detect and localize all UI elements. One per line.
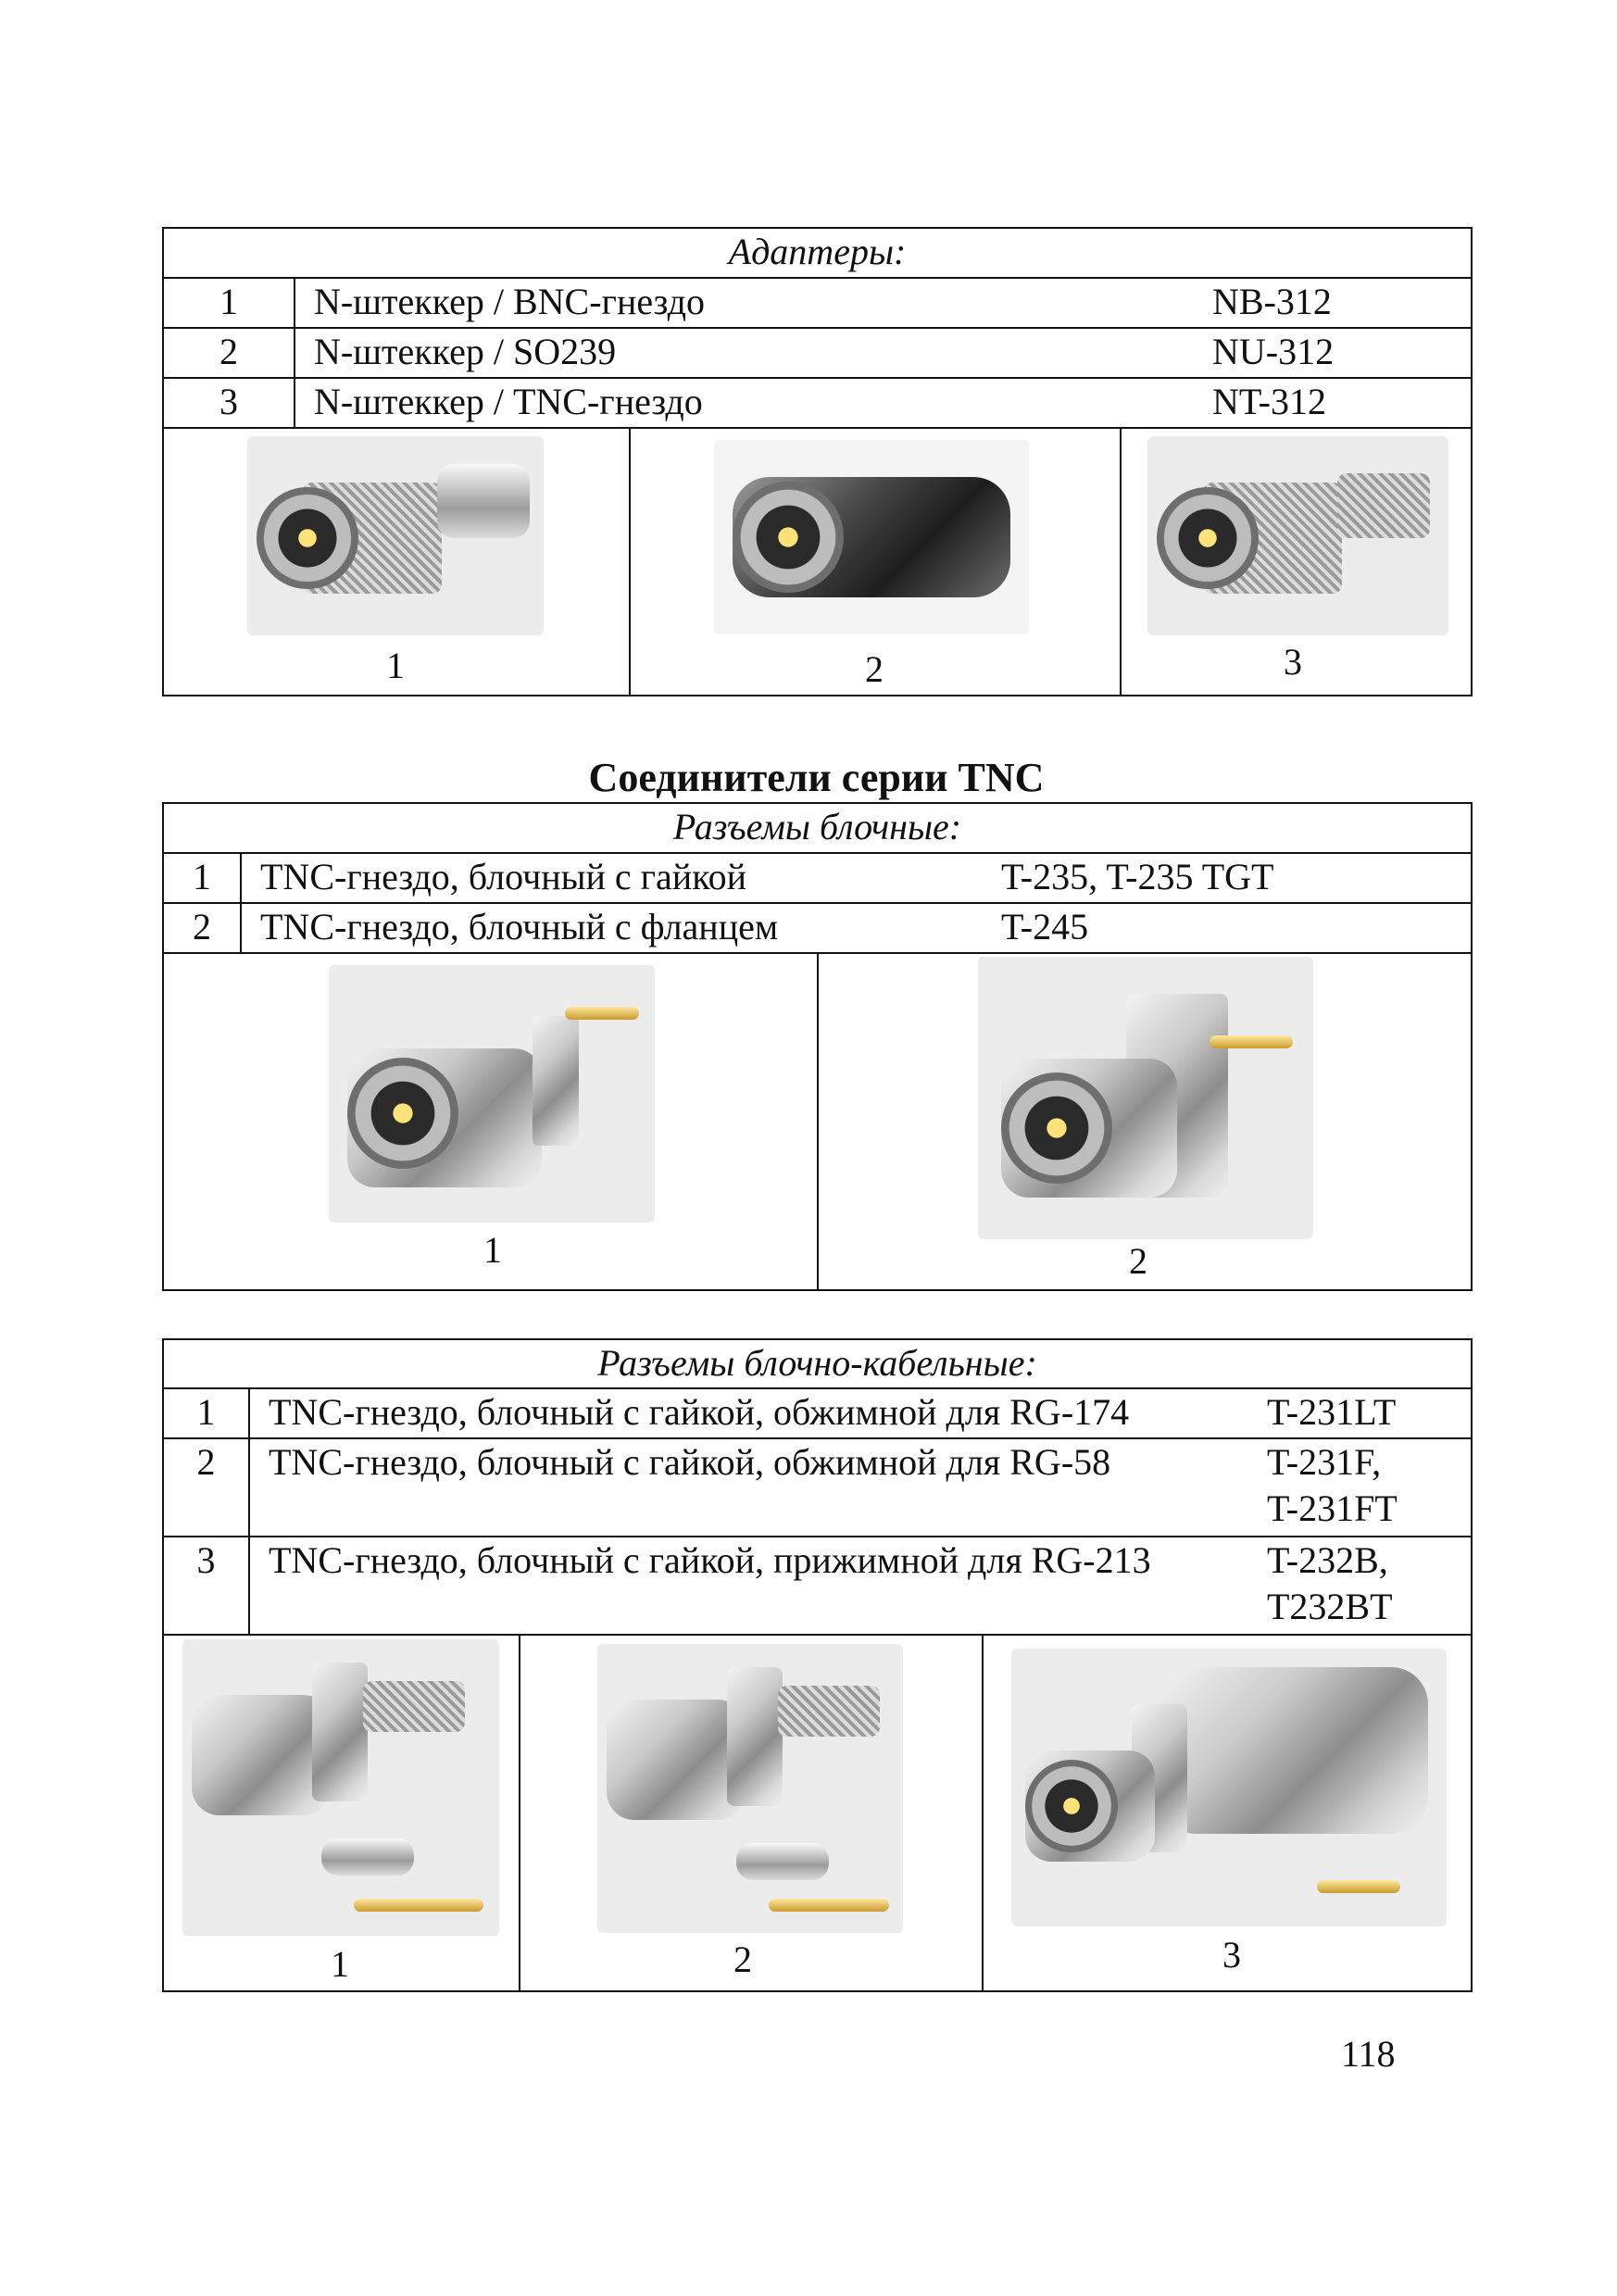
- panel-cable-caption: Разъемы блочно-кабельные:: [163, 1339, 1472, 1388]
- part-code: T-231LT: [1263, 1388, 1472, 1438]
- clamp-rg213-photo: [1011, 1649, 1447, 1926]
- row-number: 2: [163, 1438, 249, 1537]
- row-content: [295, 378, 1472, 428]
- row-content: [295, 278, 1472, 328]
- row-content: [295, 328, 1472, 378]
- photo-cell: [164, 429, 631, 695]
- adapter-nt-photo: [1147, 436, 1448, 635]
- photo-label: 3: [1284, 641, 1302, 683]
- panel-flange-photo: [978, 957, 1313, 1239]
- photo-cell: [164, 954, 819, 1289]
- photo-cell: [1122, 429, 1471, 695]
- adapters-table: [162, 227, 1473, 696]
- photo-cell: [631, 429, 1122, 695]
- photo-label: 2: [1129, 1240, 1147, 1282]
- connector-name: TNC-гнездо, блочный с гайкой: [260, 856, 747, 897]
- page-number: 118: [1341, 2033, 1396, 2075]
- photo-label: 2: [733, 1938, 752, 1980]
- part-code: T-245: [1001, 906, 1089, 947]
- panel-cable-connectors-table: [162, 1338, 1473, 1992]
- table-row: [163, 1438, 1472, 1537]
- panel-photos: [163, 953, 1472, 1290]
- part-code: T-235, T-235 TGT: [1001, 856, 1274, 897]
- table-row: [163, 1388, 1472, 1438]
- row-number: 3: [163, 1537, 249, 1635]
- section-title: Соединители серии TNC: [588, 755, 1045, 800]
- part-code: T-232B, T232BT: [1263, 1537, 1472, 1635]
- photo-label: 1: [483, 1229, 502, 1271]
- row-number: 2: [163, 903, 241, 953]
- crimp-rg58-photo: [597, 1644, 903, 1933]
- row-content: [241, 853, 1472, 903]
- part-code: NB-312: [1212, 281, 1332, 322]
- row-number: 1: [163, 1388, 249, 1438]
- panel-caption: Разъемы блочные:: [163, 803, 1472, 853]
- table-row: [163, 853, 1472, 903]
- adapters-photos: [163, 428, 1472, 696]
- connector-name: TNC-гнездо, блочный с гайкой, прижимной для RG-213: [249, 1537, 1263, 1635]
- adapter-nb-photo: [247, 436, 544, 635]
- panel-nut-photo: [329, 965, 655, 1223]
- photo-label: 3: [1222, 1934, 1241, 1976]
- table-row: [163, 328, 1472, 378]
- part-code: NT-312: [1212, 381, 1326, 422]
- photo-cell: [520, 1636, 984, 1990]
- photo-label: 1: [386, 645, 405, 686]
- connector-name: TNC-гнездо, блочный с гайкой, обжимной для RG-174: [249, 1388, 1263, 1438]
- connector-name: N-штеккер / SO239: [314, 331, 617, 372]
- row-content: [241, 903, 1472, 953]
- row-number: 2: [163, 328, 295, 378]
- panel-cable-photos: [163, 1635, 1472, 1991]
- row-number: 1: [163, 853, 241, 903]
- connector-name: TNC-гнездо, блочный с гайкой, обжимной для RG-58: [249, 1438, 1263, 1537]
- photo-label: 2: [865, 648, 884, 690]
- connector-name: N-штеккер / BNC-гнездо: [314, 281, 706, 322]
- panel-connectors-table: [162, 802, 1473, 1291]
- connector-name: N-штеккер / TNC-гнездо: [314, 381, 703, 422]
- photo-cell: [984, 1636, 1471, 1990]
- table-row: [163, 1537, 1472, 1635]
- crimp-rg174-photo: [182, 1639, 499, 1936]
- connector-name: TNC-гнездо, блочный с фланцем: [260, 906, 779, 947]
- part-code: NU-312: [1212, 331, 1335, 372]
- table-row: [163, 278, 1472, 328]
- table-row: [163, 903, 1472, 953]
- photo-label: 1: [331, 1943, 349, 1985]
- table-row: [163, 378, 1472, 428]
- row-number: 1: [163, 278, 295, 328]
- adapter-nu-photo: [714, 440, 1029, 634]
- row-number: 3: [163, 378, 295, 428]
- part-code: T-231F, T-231FT: [1263, 1438, 1472, 1537]
- photo-cell: [164, 1636, 520, 1990]
- adapters-caption: Адаптеры:: [163, 228, 1472, 278]
- photo-cell: [819, 954, 1471, 1289]
